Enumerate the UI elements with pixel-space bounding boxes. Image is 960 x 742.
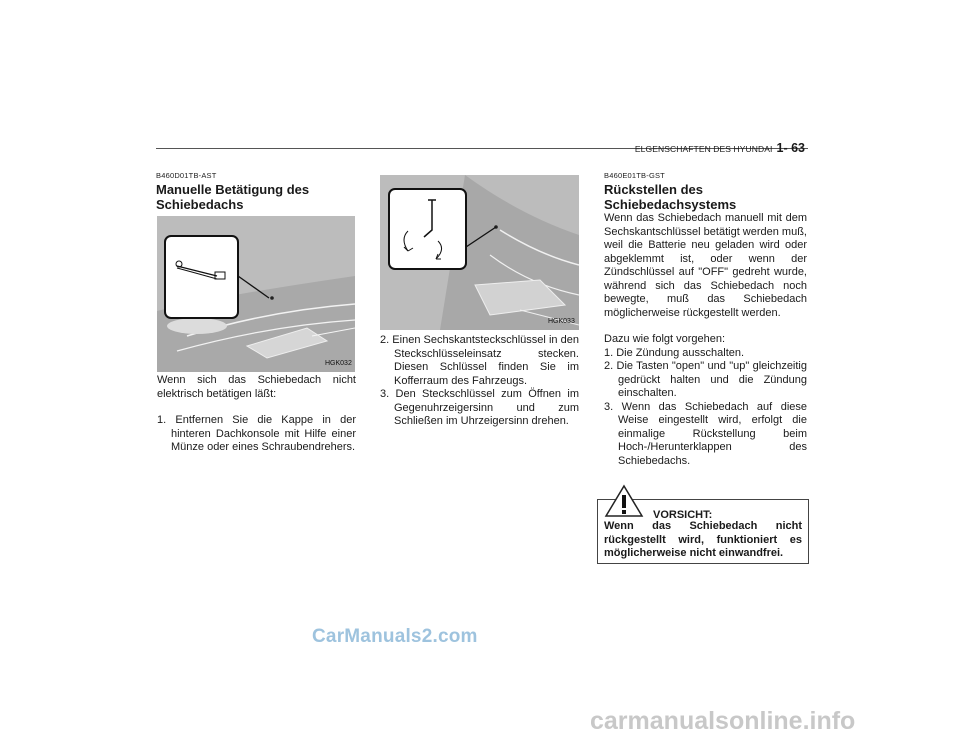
page-number: 1- 63	[776, 141, 805, 155]
title-line: Rückstellen des	[604, 182, 703, 197]
intro-paragraph: Wenn sich das Schiebedach nicht elektrisch betätigen läßt:	[157, 374, 356, 400]
caution-text: Wenn das Schiebedach nicht rückgestellt wird, funktioniert es möglicherweise nicht einwandfrei.	[604, 520, 802, 559]
procedure-intro: Dazu wie folgt vorgehen:	[604, 333, 726, 345]
hex-key-illustration	[380, 175, 579, 330]
chapter-title: ELGENSCHAFTEN DES HYUNDAI	[634, 144, 773, 154]
caution-title: VORSICHT:	[653, 509, 713, 521]
intro-paragraph: Wenn das Schiebedach manuell mit dem Sechskantschlüssel betätigt werden muß, weil die Batterie neu geladen wird oder abgeklemmt ist, oder wenn der Zündschlüssel auf "OFF" gedreht wurde, während sich das Schiebedach noch bewegte, muß das Schiebedach möglicherweise rückgestellt werden.	[604, 212, 807, 319]
roof-key-drawing	[380, 175, 579, 330]
section-code: B460D01TB-AST	[156, 171, 217, 180]
figure-code: HGK033	[548, 318, 575, 325]
running-header	[600, 139, 805, 157]
section-code: B460E01TB-GST	[604, 171, 665, 180]
watermark-carmanuals2: CarManuals2.com	[312, 626, 478, 647]
step-3: 3. Den Steckschlüssel zum Öffnen im Gegenuhrzeigersinn und zum Schließen im Uhrzeigersinn drehen.	[380, 388, 579, 427]
warning-triangle-icon	[604, 484, 644, 518]
title-line: Schiebedachsystems	[604, 197, 737, 212]
step-1: 1. Entfernen Sie die Kappe in der hinteren Dachkonsole mit Hilfe einer Münze oder eines Schraubendrehers.	[157, 414, 356, 453]
section-title	[156, 182, 356, 212]
figure-code: HGK032	[325, 360, 352, 367]
left-text	[157, 374, 356, 455]
step-2: 2. Einen Sechskantsteckschlüssel in den Steckschlüsseleinsatz stecken. Diesen Schlüssel finden Sie im Kofferraum des Fahrzeugs.	[380, 334, 579, 387]
section-title	[604, 182, 807, 212]
sunroof-cap-illustration	[157, 216, 355, 372]
middle-text	[380, 334, 579, 429]
title-line: Manuelle Betätigung des	[156, 182, 310, 197]
left-heading	[156, 171, 356, 212]
watermark-carmanualsonline: carmanualsonline.info	[590, 707, 856, 735]
reset-step-1: 1. Die Zündung ausschalten.	[604, 346, 745, 359]
right-section	[604, 171, 807, 468]
roof-console-drawing	[157, 216, 355, 372]
reset-step-3: 3. Wenn das Schiebedach auf diese Weise eingestellt wird, erfolgt die einmalige Rückstellung beim Hoch-/Herunterklappen des Schiebedachs.	[604, 400, 807, 467]
reset-step-2: 2. Die Tasten "open" und "up" gleichzeitig gedrückt halten und die Zündung einschalten.	[604, 360, 807, 399]
title-line: Schiebedachs	[156, 197, 244, 212]
